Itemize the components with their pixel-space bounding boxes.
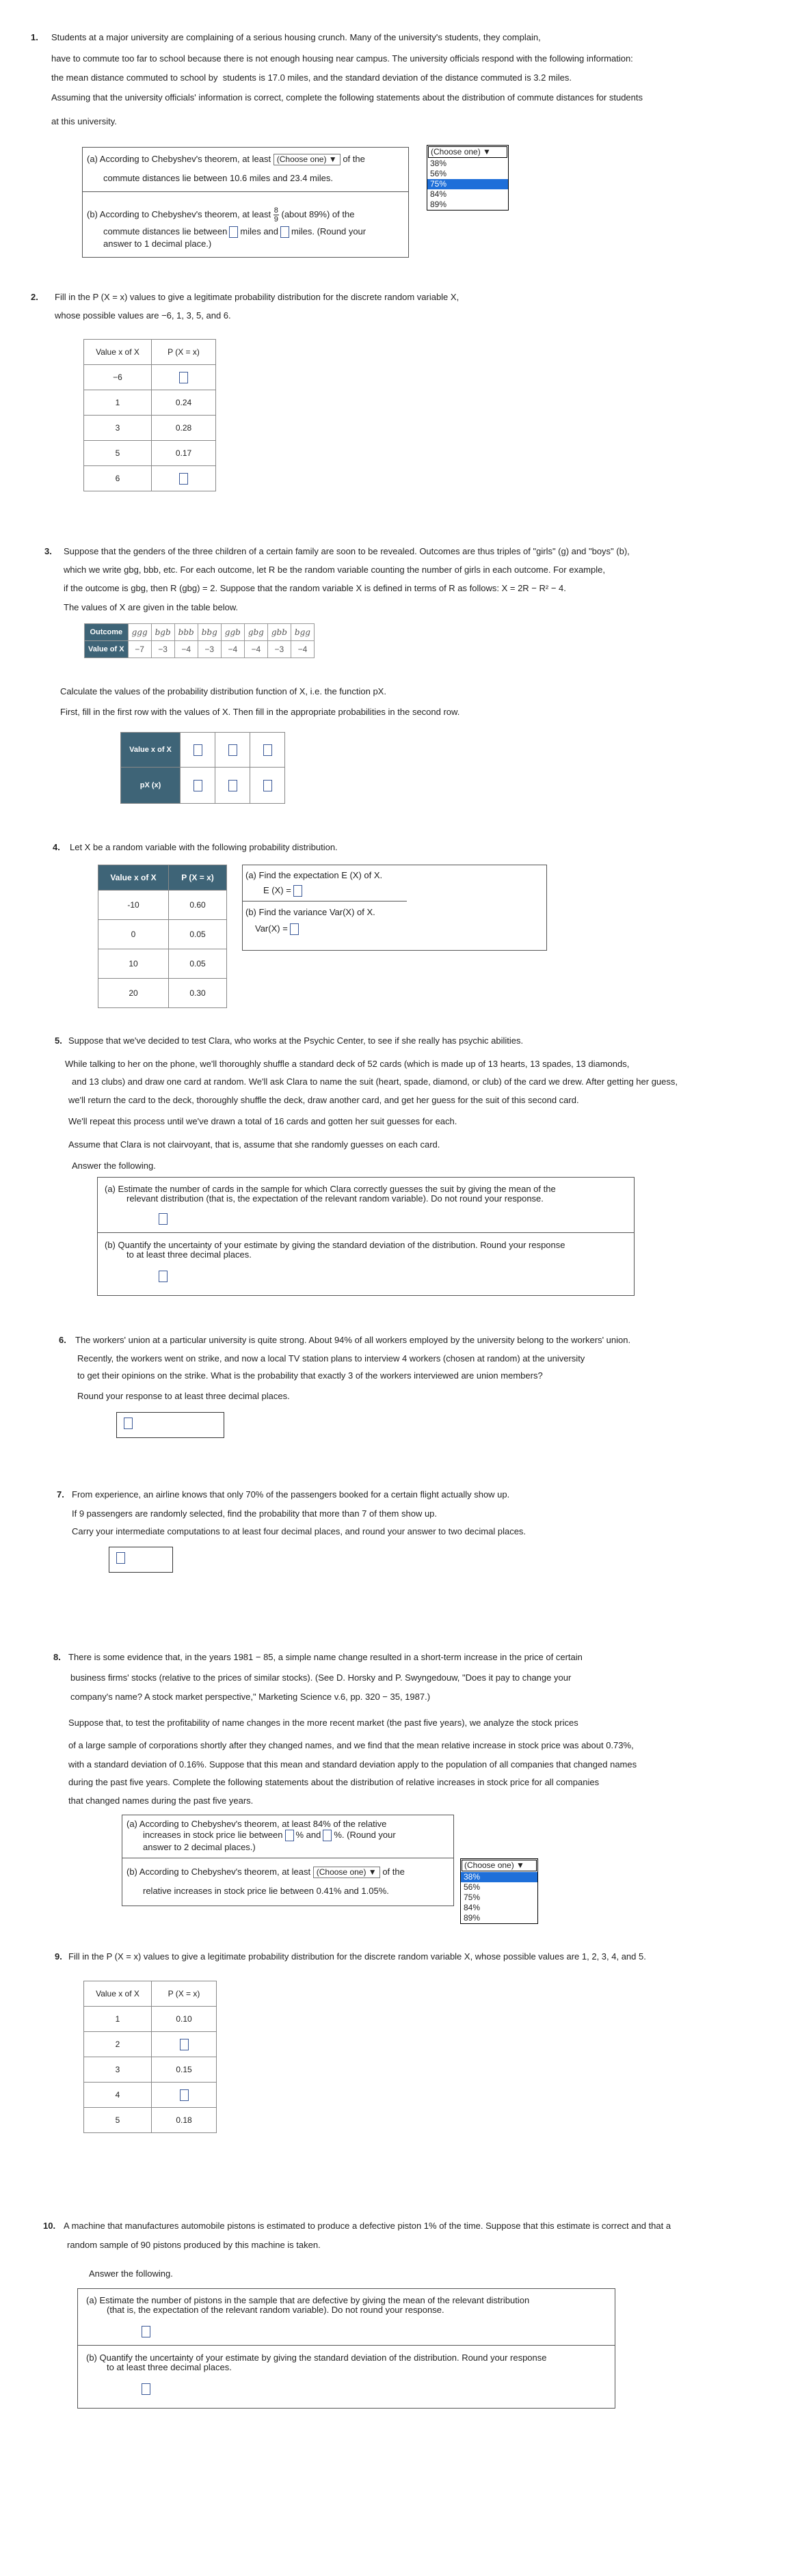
q3-text-line: if the outcome is gbg, then R (gbg) = 2. Suppose that the random variable X is defined in terms of R as follows: X = 2R − R² − 4. [64, 583, 566, 593]
table-row: 5 0.18 [84, 2108, 217, 2133]
dropdown-option[interactable]: 89% [430, 200, 447, 209]
q8-text-line: during the past five years. Complete the following statements about the distribution of relative increases in stock price for all companies [68, 1777, 600, 1787]
q1-dropdown-list[interactable] [427, 145, 509, 211]
answer-input[interactable] [180, 2089, 189, 2101]
q8-text-line: of a large sample of corporations shortly after they changed names, and we find that the mean relative increase in stock price was about 0.73%, [68, 1740, 634, 1750]
q6-text-line: to get their opinions on the strike. What is the probability that exactly 3 of the workers interviewed are union members? [77, 1370, 543, 1381]
q5-text-line: Suppose that we've decided to test Clara, who works at the Psychic Center, to see if she really has psychic abilities. [68, 1035, 524, 1046]
q8-text-line: company's name? A stock market perspective," Marketing Science v.6, pp. 320 − 35, 1987.) [70, 1692, 431, 1702]
table-row: 2 [84, 2032, 217, 2057]
q5-answer-box: (a) Estimate the number of cards in the sample for which Clara correctly guesses the suit by giving the mean of the relevant distribution (that is, the expectation of the relevant random variable). Do not round your response. (b) Quantify the uncertainty of your estimate by giving the standard deviation of the distribution. Round your response to at least three decimal places. [97, 1177, 635, 1296]
dropdown-option[interactable]: 84% [464, 1903, 481, 1912]
answer-input[interactable] [263, 780, 272, 791]
q8-text-line: that changed names during the past five years. [68, 1795, 254, 1806]
q4-answer-box: (a) Find the expectation E (X) of X. E (X) = (b) Find the variance Var(X) of X. Var(X) = [242, 865, 547, 951]
question-number: 4. [53, 842, 60, 852]
q5-text-line: Answer the following. [72, 1161, 156, 1171]
answer-input[interactable] [159, 1213, 168, 1225]
q5-text-line: While talking to her on the phone, we'll thoroughly shuffle a standard deck of 52 cards (which is made up of 13 hearts, 13 spades, 13 diamonds, [65, 1059, 630, 1069]
dropdown-option[interactable]: 38% [430, 159, 447, 168]
q1-text-line: Assuming that the university officials' information is correct, complete the following statements about the distribution of commute distances for students [51, 92, 643, 103]
q8-text-line: Suppose that, to test the profitability of name changes in the more recent market (the past five years), we analyze the stock prices [68, 1718, 578, 1728]
q2-text-line: whose possible values are −6, 1, 3, 5, and 6. [55, 310, 231, 321]
question-number: 9. [55, 1951, 62, 1962]
q7-text-line: If 9 passengers are randomly selected, find the probability that more than 7 of them show up. [72, 1508, 438, 1519]
dropdown-option[interactable]: 75% [464, 1893, 481, 1902]
q5-text-line: Assume that Clara is not clairvoyant, that is, assume that she randomly guesses on each card. [68, 1139, 440, 1150]
q8-choose-select[interactable]: (Choose one) ▼ [313, 1867, 380, 1878]
q10-text-line: Answer the following. [89, 2268, 173, 2279]
answer-input[interactable] [194, 780, 202, 791]
question-number: 8. [53, 1652, 61, 1662]
dropdown-option[interactable]: 38% [461, 1872, 537, 1882]
divider [83, 191, 408, 192]
answer-input[interactable] [124, 1418, 133, 1429]
q3-text-line: The values of X are given in the table below. [64, 602, 239, 612]
q1-answer-box: (a) According to Chebyshev's theorem, at least (Choose one) ▼ of the commute distances lie between 10.6 miles and 23.4 miles. (b) According to Chebyshev's theorem, at least $\frac{8}{9}$ (about 89%) of the commute distances lie between miles and miles. (Round your answer to 1 decimal place.) [82, 147, 409, 258]
table-row: 3 0.28 [84, 416, 216, 441]
q8-text-line: business firms' stocks (relative to the prices of similar stocks). (See D. Horsky and P. Swyngedouw, "Does it pay to change your [70, 1672, 572, 1683]
q1-text-line: the mean distance commuted to school by students is 17.0 miles, and the standard deviation of the distance commuted is 3.2 miles. [51, 72, 572, 83]
question-number: 1. [31, 32, 38, 42]
table-row: −6 [84, 365, 216, 390]
q6-text-line: Recently, the workers went on strike, and now a local TV station plans to interview 4 workers (chosen at random) at the university [77, 1353, 585, 1364]
q8-dropdown-list[interactable] [460, 1858, 538, 1924]
q3-text-line: which we write gbg, bbb, etc. For each outcome, let R be the random variable counting the number of girls in each outcome. For example, [64, 565, 605, 575]
q8-answer-box: (a) According to Chebyshev's theorem, at least 84% of the relative increases in stock price lie between % and %. (Round your answer to 2 decimal places.) (b) According to Chebyshev's theorem, at least (Choose one) ▼ of the relative increases in stock price lie between 0.41% and 1.05%. [122, 1815, 454, 1906]
q9-distribution-table: Value x of X P (X = x) 1 0.10 2 3 0.15 4 5 0.18 [83, 1981, 217, 2133]
q7-answer-field[interactable] [109, 1547, 173, 1573]
q3-text-line: Calculate the values of the probability distribution function of X, i.e. the function pX. [60, 686, 386, 696]
dropdown-header[interactable]: (Choose one) ▼ [462, 1860, 537, 1871]
answer-input[interactable] [228, 744, 237, 756]
q9-text-line: Fill in the P (X = x) values to give a legitimate probability distribution for the discrete random variable X, whose possible values are 1, 2, 3, 4, and 5. [68, 1951, 646, 1962]
q3-pdf-table: Value x of X pX (x) [120, 732, 285, 804]
answer-input[interactable] [285, 1830, 294, 1841]
divider [98, 1232, 634, 1233]
dropdown-option[interactable]: 56% [430, 169, 447, 178]
divider [78, 2345, 615, 2346]
question-number: 2. [31, 292, 38, 302]
q1-choose-select[interactable]: (Choose one) ▼ [274, 154, 341, 165]
question-number: 7. [57, 1489, 64, 1500]
table-row: 4 [84, 2083, 217, 2108]
answer-input[interactable] [180, 2039, 189, 2050]
fraction: $\frac{8}{9}$ [274, 206, 278, 223]
dropdown-header[interactable]: (Choose one) ▼ [428, 146, 507, 158]
table-row: 1 0.10 [84, 2007, 217, 2032]
question-number: 3. [44, 546, 52, 556]
q10-text-line: random sample of 90 pistons produced by this machine is taken. [67, 2240, 321, 2250]
table-row: 10 0.05 [98, 949, 227, 979]
table-row: 20 0.30 [98, 979, 227, 1008]
q5-text-line: we'll return the card to the deck, thoroughly shuffle the deck, draw another card, and get her guess for the suit of this second card. [68, 1095, 579, 1105]
table-row: 6 [84, 466, 216, 491]
q3-values-table: Outcome ggg bgb bbb bbg ggb gbg gbb bgg Value of X −7 −3 −4 −3 −4 −4 −3 −4 [84, 623, 315, 658]
table-row: 0 0.05 [98, 920, 227, 949]
answer-input[interactable] [179, 473, 188, 485]
answer-input[interactable] [116, 1552, 125, 1564]
q1-text-line: at this university. [51, 116, 117, 126]
q2-distribution-table: Value x of X P (X = x) −6 1 0.24 3 0.28 5 0.17 6 [83, 339, 216, 491]
answer-input[interactable] [142, 2326, 150, 2337]
q5-text-line: and 13 clubs) and draw one card at random. We'll ask Clara to name the suit (heart, spade, diamond, or club) of the card we drew. After getting her guess, [72, 1076, 678, 1087]
q10-text-line: A machine that manufactures automobile pistons is estimated to produce a defective piston 1% of the time. Suppose that this estimate is correct and that a [64, 2221, 671, 2231]
question-number: 6. [59, 1335, 66, 1345]
answer-input[interactable] [280, 226, 289, 238]
q8-text-line: There is some evidence that, in the years 1981 − 85, a simple name change resulted in a short-term increase in the price of certain [68, 1652, 583, 1662]
question-number: 5. [55, 1035, 62, 1046]
answer-input[interactable] [228, 780, 237, 791]
q10-answer-box: (a) Estimate the number of pistons in the sample that are defective by giving the mean of the relevant distribution (that is, the expectation of the relevant random variable). Do not round your response. (b) Quantify the uncertainty of your estimate by giving the standard deviation of the distribution. Round your response to at least three decimal places. [77, 2288, 615, 2409]
answer-input[interactable] [323, 1830, 332, 1841]
q3-text-line: First, fill in the first row with the values of X. Then fill in the appropriate probabilities in the second row. [60, 707, 460, 717]
q6-answer-field[interactable] [116, 1412, 224, 1438]
answer-input[interactable] [179, 372, 188, 383]
table-row: -10 0.60 [98, 891, 227, 920]
table-row: 1 0.24 [84, 390, 216, 416]
answer-input[interactable] [293, 885, 302, 897]
q4-distribution-table: Value x of X P (X = x) -10 0.60 0 0.05 10 0.05 20 0.30 [98, 865, 227, 1008]
answer-input[interactable] [263, 744, 272, 756]
q7-text-line: Carry your intermediate computations to at least four decimal places, and round your answer to two decimal places. [72, 1526, 526, 1536]
table-row: 3 0.15 [84, 2057, 217, 2083]
answer-input[interactable] [159, 1271, 168, 1282]
q6-text-line: The workers' union at a particular university is quite strong. About 94% of all workers employed by the university belong to the workers' union. [75, 1335, 631, 1345]
q1-text-line: have to commute too far to school because there is not enough housing near campus. The university officials respond with the following information: [51, 53, 633, 64]
table-row: 5 0.17 [84, 441, 216, 466]
q4-text-line: Let X be a random variable with the following probability distribution. [70, 842, 338, 852]
answer-input[interactable] [229, 226, 238, 238]
q5-text-line: We'll repeat this process until we've drawn a total of 16 cards and gotten her suit guesses for each. [68, 1116, 457, 1126]
q8-text-line: with a standard deviation of 0.16%. Suppose that this mean and standard deviation apply to the population of all companies that changed names [68, 1759, 637, 1770]
q2-text-line: Fill in the P (X = x) values to give a legitimate probability distribution for the discrete random variable X, [55, 292, 459, 302]
answer-input[interactable] [194, 744, 202, 756]
q7-text-line: From experience, an airline knows that only 70% of the passengers booked for a certain flight actually show up. [72, 1489, 510, 1500]
dropdown-option[interactable]: 56% [464, 1882, 481, 1892]
answer-input[interactable] [290, 923, 299, 935]
q3-text-line: Suppose that the genders of the three children of a certain family are soon to be revealed. Outcomes are thus triples of "girls" (g) and "boys" (b), [64, 546, 630, 556]
dropdown-option[interactable]: 89% [464, 1913, 481, 1923]
question-number: 10. [43, 2221, 56, 2231]
q1-text-line: Students at a major university are complaining of a serious housing crunch. Many of the university's students, they complain, [51, 32, 541, 42]
q6-text-line: Round your response to at least three decimal places. [77, 1391, 290, 1401]
dropdown-option[interactable]: 84% [430, 189, 447, 199]
answer-input[interactable] [142, 2383, 150, 2395]
dropdown-option[interactable]: 75% [427, 179, 508, 189]
